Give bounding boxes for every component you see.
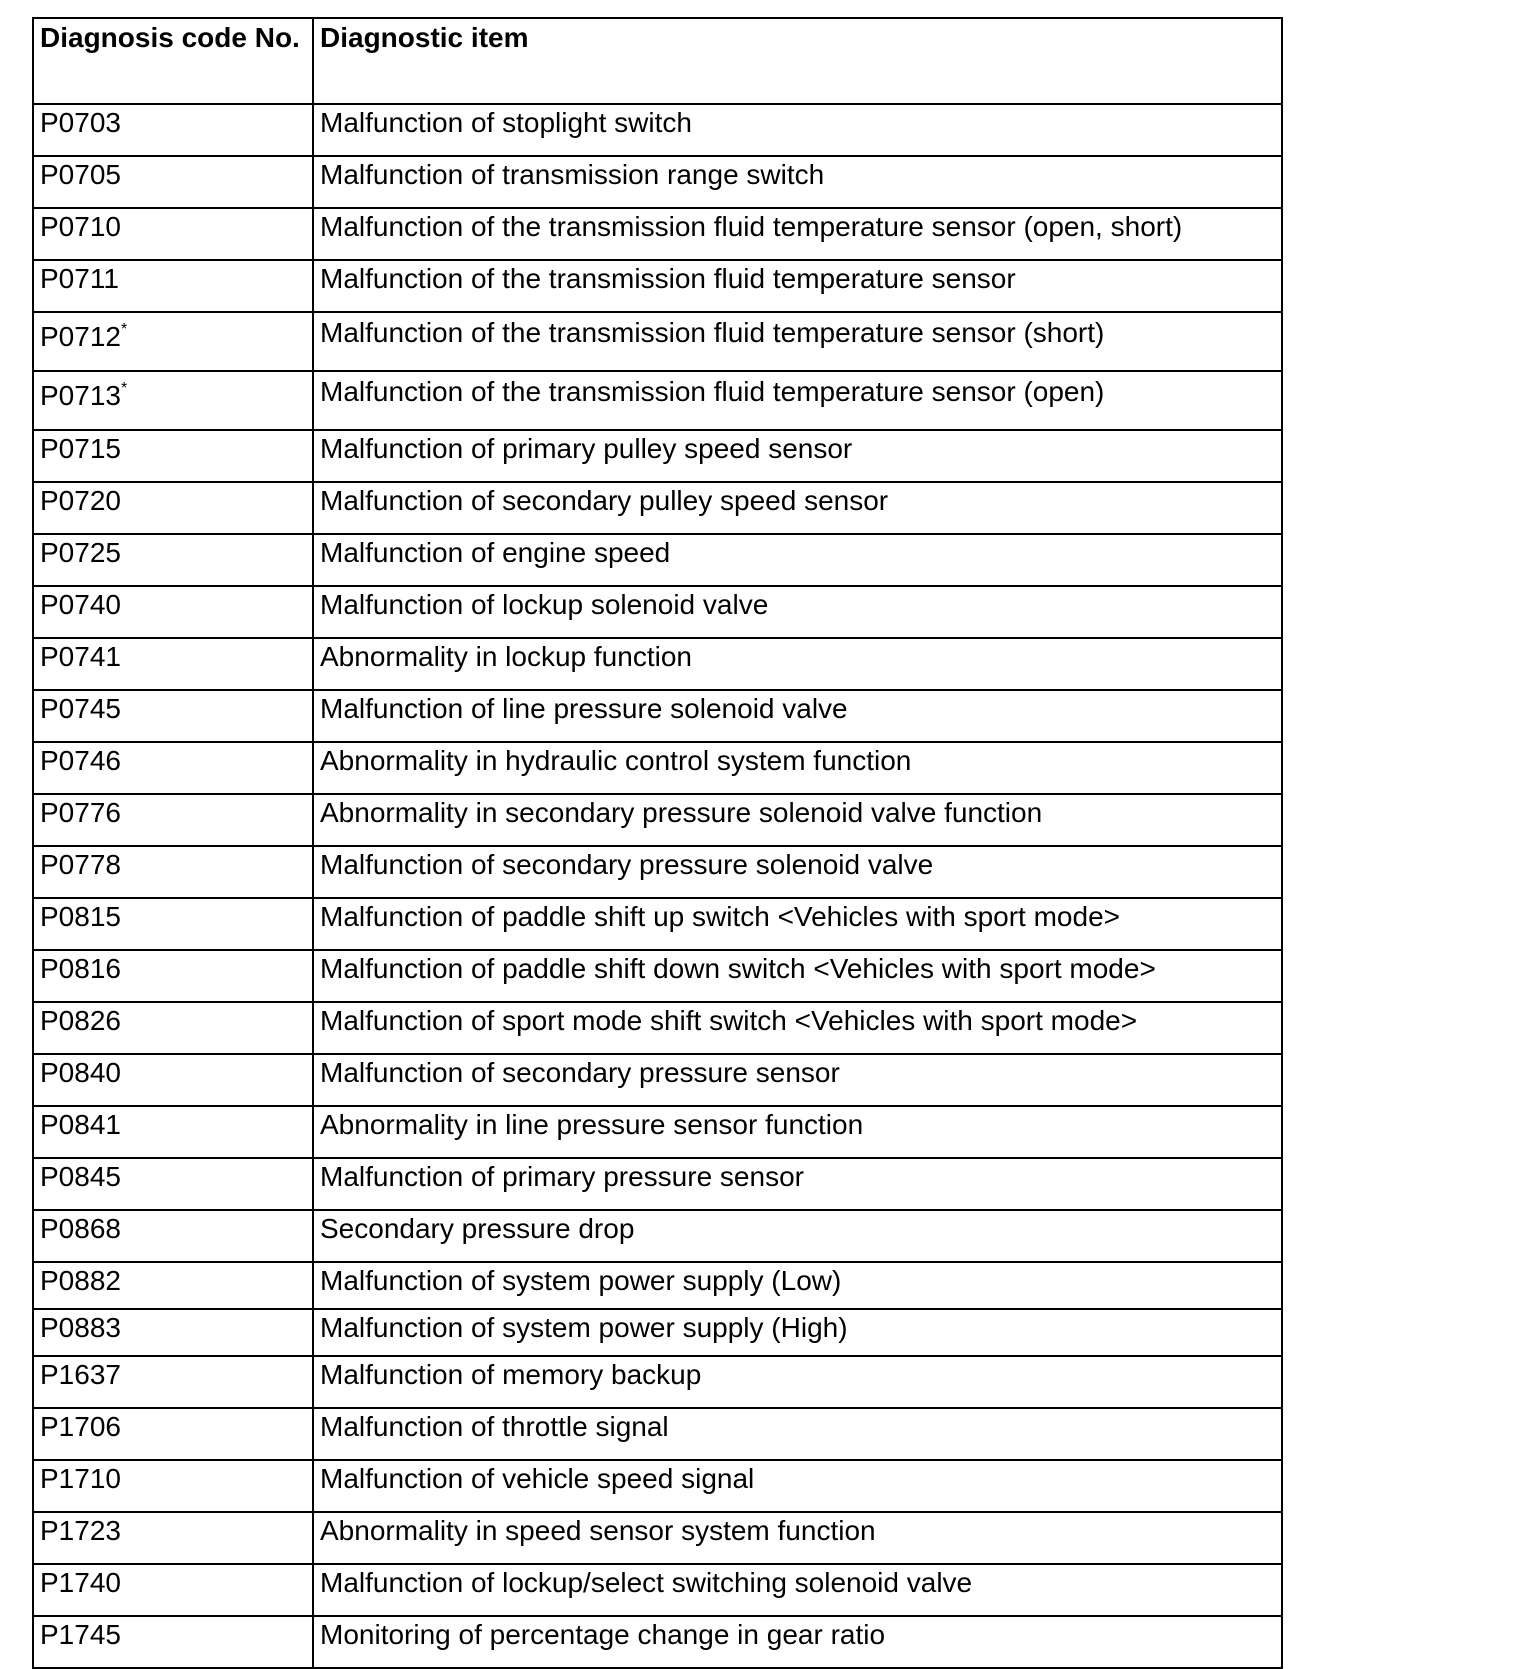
table-row [33,1460,1282,1512]
diagnosis-code-cell [33,1616,313,1668]
diagnosis-code-cell [33,950,313,1002]
diagnostic-item-cell: Malfunction of system power supply (Low) [313,1262,1282,1309]
diagnosis-code: P1745 [40,1619,121,1650]
table-row [33,312,1282,371]
diagnosis-code-cell [33,260,313,312]
diagnosis-code-cell [33,1309,313,1356]
diagnostic-item-cell: Malfunction of secondary pressure sensor [313,1054,1282,1106]
table-row [33,1564,1282,1616]
diagnosis-code: P0883 [40,1312,121,1343]
diagnosis-code-cell [33,1356,313,1408]
diagnostic-item-cell: Abnormality in lockup function [313,638,1282,690]
diagnosis-code-cell [33,482,313,534]
diagnosis-code: P0720 [40,485,121,516]
diagnosis-code: P0840 [40,1057,121,1088]
diagnosis-code-cell [33,371,313,430]
diagnosis-code: P0713 [40,380,121,411]
diagnosis-code: P0712 [40,321,121,352]
table-row [33,1309,1282,1356]
diagnosis-code: P1637 [40,1359,121,1390]
diagnosis-code-cell [33,1158,313,1210]
diagnosis-code: P0703 [40,107,121,138]
table-row [33,104,1282,156]
diagnosis-code-cell [33,1106,313,1158]
diagnosis-code-cell [33,1002,313,1054]
diagnosis-code: P0711 [40,263,119,294]
diagnostic-item-cell: Malfunction of primary pulley speed sensor [313,430,1282,482]
diagnostic-item-cell: Monitoring of percentage change in gear ratio [313,1616,1282,1668]
table-row [33,430,1282,482]
table-row [33,371,1282,430]
table-row [33,260,1282,312]
diagnostic-item-cell: Abnormality in speed sensor system function [313,1512,1282,1564]
diagnostic-item-cell: Malfunction of the transmission fluid temperature sensor (open, short) [313,208,1282,260]
diagnosis-code-cell [33,1054,313,1106]
diagnosis-code: P1740 [40,1567,121,1598]
diagnostic-item-cell: Malfunction of engine speed [313,534,1282,586]
table-row [33,1158,1282,1210]
diagnostic-item-cell: Malfunction of stoplight switch [313,104,1282,156]
table-row [33,1512,1282,1564]
diagnostic-item-cell: Malfunction of line pressure solenoid valve [313,690,1282,742]
diagnosis-code-cell [33,104,313,156]
table-row [33,1054,1282,1106]
diagnosis-code-cell [33,1262,313,1309]
diagnosis-code: P1723 [40,1515,121,1546]
diagnostic-item-cell: Abnormality in line pressure sensor function [313,1106,1282,1158]
diagnosis-code: P0740 [40,589,121,620]
diagnosis-code: P0816 [40,953,121,984]
diagnosis-code: P0882 [40,1265,121,1296]
table-row [33,208,1282,260]
table-row [33,742,1282,794]
table-row [33,950,1282,1002]
diagnostic-item-cell: Malfunction of the transmission fluid temperature sensor (open) [313,371,1282,430]
header-diagnostic-item: Diagnostic item [313,18,1282,104]
diagnostic-item-cell: Malfunction of throttle signal [313,1408,1282,1460]
diagnostic-item-cell: Malfunction of lockup/select switching solenoid valve [313,1564,1282,1616]
diagnosis-code: P0725 [40,537,121,568]
diagnosis-code-cell [33,156,313,208]
diagnosis-code-cell [33,1460,313,1512]
footnote-marker: * [120,321,128,338]
diagnosis-code: P0845 [40,1161,121,1192]
table-row [33,898,1282,950]
diagnostic-item-cell: Abnormality in hydraulic control system function [313,742,1282,794]
table-row [33,1356,1282,1408]
diagnosis-code: P0746 [40,745,121,776]
diagnosis-code-cell [33,742,313,794]
diagnostic-item-cell: Malfunction of secondary pressure solenoid valve [313,846,1282,898]
diagnostic-item-cell: Secondary pressure drop [313,1210,1282,1262]
table-row [33,1616,1282,1668]
diagnosis-code: P0741 [40,641,121,672]
table-row [33,794,1282,846]
diagnosis-code: P0841 [40,1109,121,1140]
diagnosis-code-cell [33,430,313,482]
diagnosis-code-cell [33,690,313,742]
table-row [33,1210,1282,1262]
diagnosis-code-cell [33,1210,313,1262]
diagnostic-item-cell: Malfunction of paddle shift up switch <Vehicles with sport mode> [313,898,1282,950]
diagnosis-code: P0715 [40,433,121,464]
diagnosis-code: P0710 [40,211,121,242]
diagnosis-code: P0705 [40,159,121,190]
diagnosis-code: P0745 [40,693,121,724]
diagnosis-code: P1706 [40,1411,121,1442]
diagnosis-code-cell [33,898,313,950]
diagnosis-code: P0815 [40,901,121,932]
table-row [33,482,1282,534]
diagnostic-item-cell: Malfunction of paddle shift down switch <Vehicles with sport mode> [313,950,1282,1002]
diagnostic-item-cell: Malfunction of transmission range switch [313,156,1282,208]
diagnosis-code-cell [33,846,313,898]
diagnosis-code-cell [33,1564,313,1616]
diagnosis-code-cell [33,794,313,846]
diagnosis-code-cell [33,1408,313,1460]
diagnostic-item-cell: Malfunction of memory backup [313,1356,1282,1408]
table-row [33,638,1282,690]
diagnosis-code-cell [33,534,313,586]
diagnostic-item-cell: Malfunction of the transmission fluid temperature sensor [313,260,1282,312]
diagnosis-code-cell [33,1512,313,1564]
diagnosis-code-cell [33,312,313,371]
table-row [33,1106,1282,1158]
header-diagnosis-code: Diagnosis code No. [33,18,313,104]
diagnosis-code-cell [33,638,313,690]
diagnostic-item-cell: Abnormality in secondary pressure solenoid valve function [313,794,1282,846]
table-row [33,586,1282,638]
table-row [33,1262,1282,1309]
table-body [33,104,1282,1668]
diagnosis-code: P0776 [40,797,121,828]
diagnosis-code-cell [33,208,313,260]
diagnostic-item-cell: Malfunction of system power supply (High) [313,1309,1282,1356]
table-header-row [33,18,1282,104]
diagnostic-item-cell: Malfunction of sport mode shift switch <Vehicles with sport mode> [313,1002,1282,1054]
diagnosis-code-cell [33,586,313,638]
table-row [33,156,1282,208]
diagnostic-item-cell: Malfunction of primary pressure sensor [313,1158,1282,1210]
table-row [33,534,1282,586]
table-row [33,690,1282,742]
table-row [33,846,1282,898]
diagnostic-item-cell: Malfunction of the transmission fluid temperature sensor (short) [313,312,1282,371]
diagnostic-item-cell: Malfunction of lockup solenoid valve [313,586,1282,638]
diagnostic-item-cell: Malfunction of secondary pulley speed sensor [313,482,1282,534]
diagnosis-code: P0868 [40,1213,121,1244]
diagnosis-code: P0778 [40,849,121,880]
table-row [33,1408,1282,1460]
diagnostic-item-cell: Malfunction of vehicle speed signal [313,1460,1282,1512]
table-row [33,1002,1282,1054]
diagnosis-code-table [32,17,1283,1669]
diagnosis-code: P1710 [40,1463,121,1494]
diagnosis-code: P0826 [40,1005,121,1036]
footnote-marker: * [120,380,128,397]
